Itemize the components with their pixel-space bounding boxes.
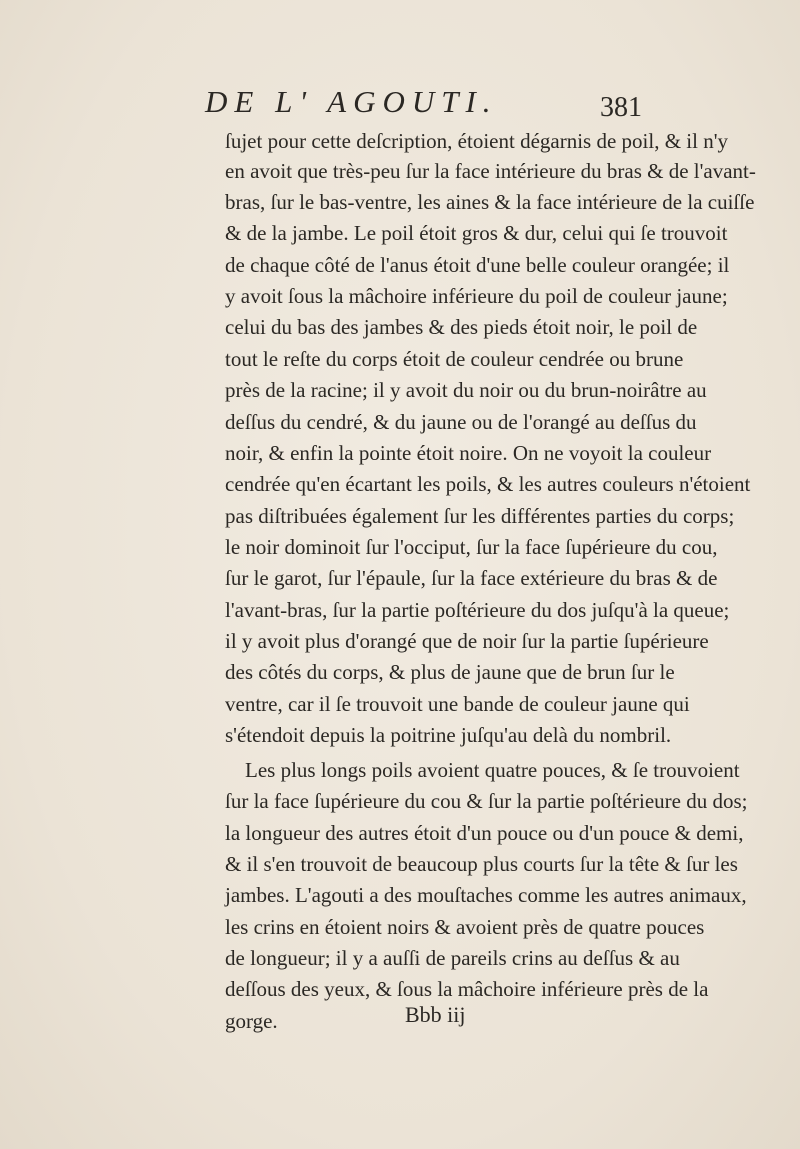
text-line: Les plus longs poils avoient quatre pouces, & ſe trouvoient [245,758,740,782]
text-line: & il s'en trouvoit de beaucoup plus courts ſur la tête & ſur les [225,852,738,876]
page-number: 381 [600,92,642,123]
text-line: jambes. L'agouti a des mouſtaches comme les autres animaux, [225,883,747,907]
text-line: cendrée qu'en écartant les poils, & les autres couleurs n'étoient [225,472,751,496]
running-head [205,84,565,124]
text-line: tout le reſte du corps étoit de couleur cendrée ou brune [225,347,684,371]
text-line: des côtés du corps, & plus de jaune que de brun ſur le [225,660,675,684]
text-line: ſujet pour cette deſcription, étoient dégarnis de poil, & il n'y [225,129,728,153]
signature-mark: Bbb iij [405,1002,466,1027]
text-line: ſur le garot, ſur l'épaule, ſur la face extérieure du bras & de [225,566,718,590]
text-line: de chaque côté de l'anus étoit d'une belle couleur orangée; il [225,253,730,277]
text-line: ventre, car il ſe trouvoit une bande de couleur jaune qui [225,692,690,716]
text-line: s'étendoit depuis la poitrine juſqu'au delà du nombril. [225,723,672,747]
text-line: ſur la face ſupérieure du cou & ſur la partie poſtérieure du dos; [225,789,748,813]
text-line: gorge. [225,1009,278,1033]
text-line: y avoit ſous la mâchoire inférieure du poil de couleur jaune; [225,284,728,308]
text-line: deſſous des yeux, & ſous la mâchoire inférieure près de la [225,977,709,1001]
text-line: bras, ſur le bas-ventre, les aines & la face intérieure de la cuiſſe [225,190,755,214]
text-line: près de la racine; il y avoit du noir ou du brun-noirâtre au [225,378,707,402]
text-line: de longueur; il y a auſſi de pareils crins au deſſus & au [225,946,680,970]
text-line: noir, & enfin la pointe étoit noire. On ne voyoit la couleur [225,441,712,465]
text-line: deſſus du cendré, & du jaune ou de l'orangé au deſſus du [225,410,697,434]
text-line: en avoit que très-peu ſur la face intérieure du bras & de l'avant- [225,159,756,183]
running-title: DE L' AGOUTI. [205,84,498,119]
text-line: l'avant-bras, ſur la partie poſtérieure du dos juſqu'à la queue; [225,598,730,622]
text-line: les crins en étoient noirs & avoient près de quatre pouces [225,915,705,939]
text-line: il y avoit plus d'orangé que de noir ſur la partie ſupérieure [225,629,709,653]
text-line: & de la jambe. Le poil étoit gros & dur, celui qui ſe trouvoit [225,221,728,245]
text-line: celui du bas des jambes & des pieds étoit noir, le poil de [225,315,698,339]
text-line: la longueur des autres étoit d'un pouce ou d'un pouce & demi, [225,821,744,845]
text-line: le noir dominoit ſur l'occiput, ſur la face ſupérieure du cou, [225,535,718,559]
text-line: pas diſtribuées également ſur les différentes parties du corps; [225,504,735,528]
